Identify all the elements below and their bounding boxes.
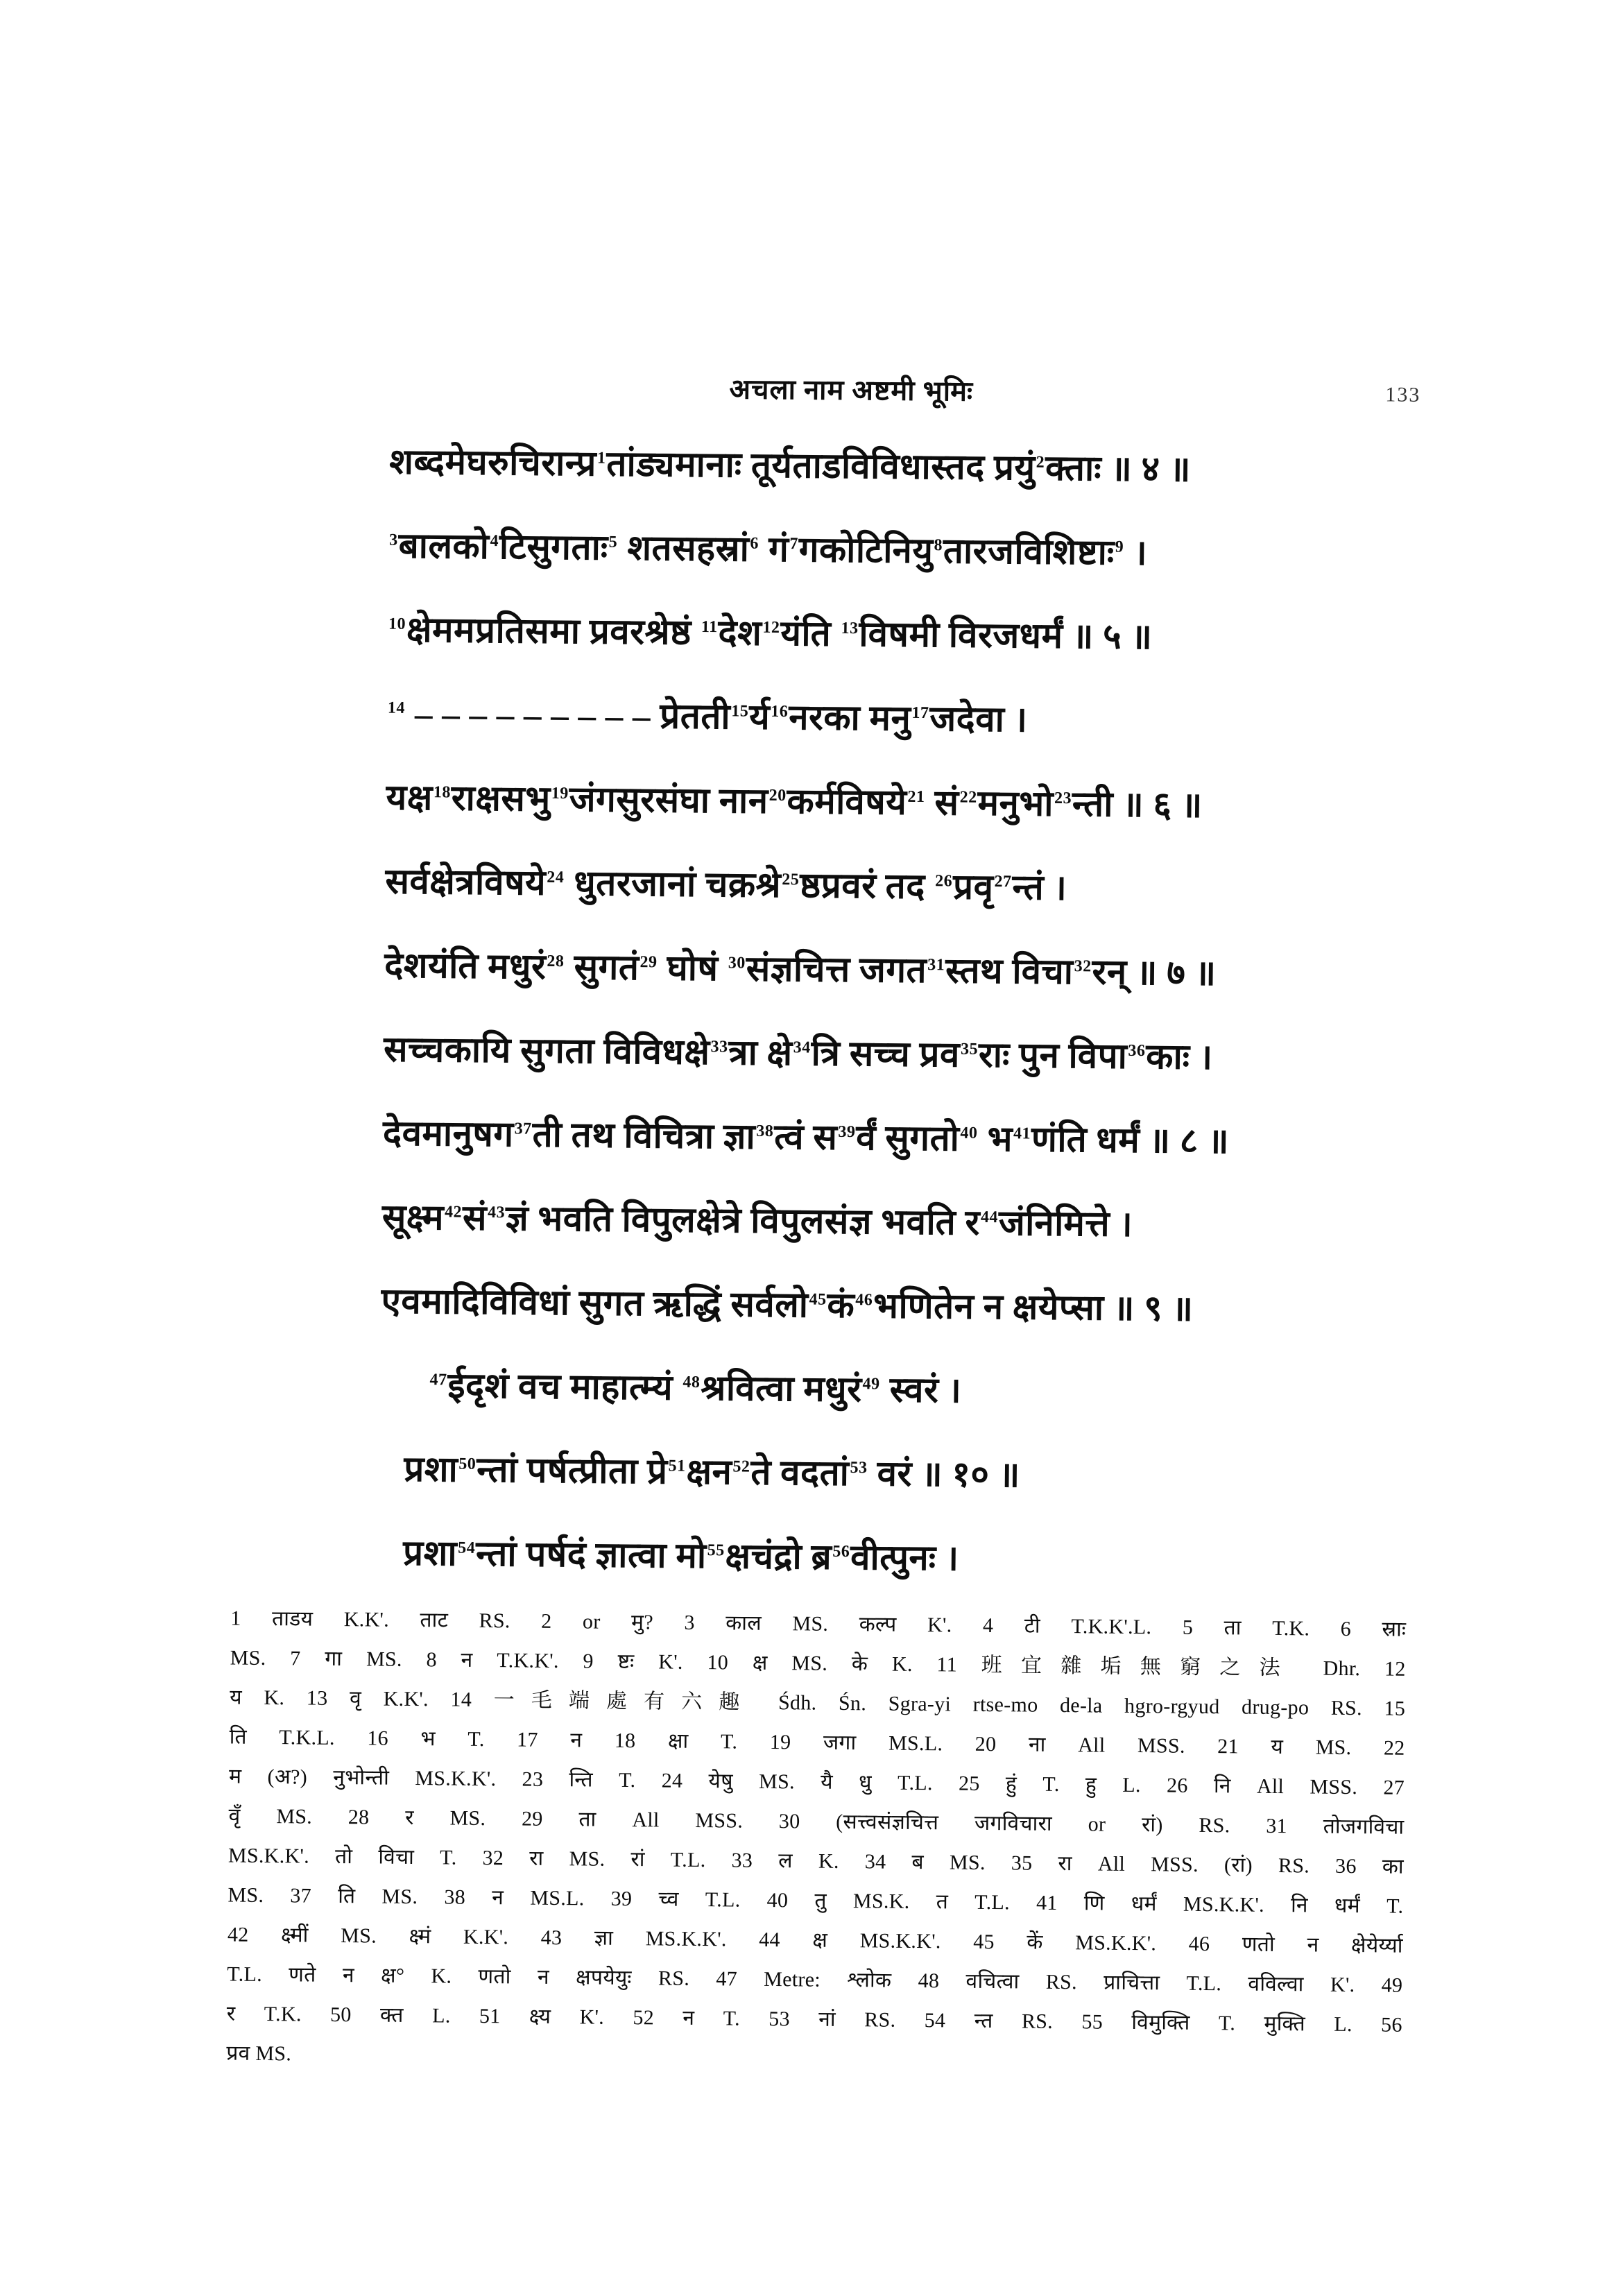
footnote-marker: 26 <box>935 872 953 891</box>
footnote-line: MS. 37 ति MS. 38 न MS.L. 39 च्व T.L. 40 तु MS.K. त T.L. 41 णि धर्मं MS.K.K'. नि धर्मं T. <box>227 1883 1404 1918</box>
footnote-marker: 49 <box>862 1375 880 1394</box>
footnote-marker: 53 <box>850 1459 868 1477</box>
footnote-marker: 29 <box>639 953 658 972</box>
verse-line: शब्दमेघरुचिरान्प्र$^1$तांड्यमानाः तूर्यताडविविधास्तद प्रयुं$^2$क्ताः ॥ ४ ॥ <box>389 443 1192 490</box>
footnote-marker: 5 <box>608 533 618 551</box>
footnote-marker: 1 <box>596 449 606 468</box>
running-head-title: अचला नाम अष्टमी भूमिः <box>729 373 974 407</box>
footnote-marker: 37 <box>514 1120 532 1138</box>
footnote-line: र T.K. 50 क्त L. 51 क्ष्य K'. 52 न T. 53 नां RS. 54 न्त RS. 55 विमुक्ति T. मुक्ति L. 56 <box>226 2002 1402 2037</box>
footnote-marker: 33 <box>710 1038 728 1056</box>
verse-line: सर्वक्षेत्रविषये$^{24}$ धुतरजानां चक्रश्रे$^{25}$ष्ठप्रवरं तद $^{26}$प्रवृ$^{27}$न्तं । <box>385 862 1067 909</box>
footnote-marker: 20 <box>768 786 787 805</box>
verse-line: प्रशा$^{54}$न्तां पर्षदं ज्ञात्वा मो$^{55}$क्षचंद्रो ब्र$^{56}$वीत्पुनः । <box>402 1534 959 1579</box>
footnote-marker: 17 <box>911 703 929 723</box>
footnote-marker: 13 <box>841 619 859 638</box>
footnote-marker: 21 <box>907 787 925 807</box>
footnote-marker: 6 <box>750 534 759 553</box>
verse-block <box>379 421 1361 1605</box>
verse-line: सूक्ष्म$^{42}$सं$^{43}$ज्ञं भवति विपुलक्षेत्रे विपुलसंज्ञ भवति र$^{44}$जंनिमित्ते । <box>381 1198 1133 1244</box>
footnote-marker: 35 <box>960 1040 979 1059</box>
footnote-marker: 7 <box>789 535 799 554</box>
footnote-marker: 39 <box>838 1122 856 1142</box>
footnote-marker: 41 <box>1013 1124 1031 1143</box>
footnote-marker: 34 <box>793 1038 811 1057</box>
verse-line: देशयंति मधुरं$^{28}$ सुगतं$^{29}$ घोषं $^{30}$संज्ञचित्त जगत$^{31}$स्तथ विचा$^{32}$रन् ॥ ७ ॥ <box>384 946 1217 994</box>
footnote-marker: 56 <box>832 1542 850 1561</box>
footnote-marker: 15 <box>731 702 749 721</box>
footnote-marker: 36 <box>1128 1041 1146 1061</box>
footnote-marker: 52 <box>732 1457 750 1476</box>
verse-line: $^{10}$क्षेममप्रतिसमा प्रवरश्रेष्ठं $^{11}$देश$^{12}$यंति $^{13}$विषमी विरजधर्मं ॥ ५ ॥ <box>388 610 1153 658</box>
footnote-marker: 54 <box>458 1539 476 1557</box>
footnote-marker: 8 <box>934 536 943 555</box>
footnote-marker: 16 <box>771 702 789 721</box>
footnote-marker: 48 <box>682 1373 701 1391</box>
verse-line: एवमादिविविधां सुगत ऋद्धिं सर्वलो$^{45}$कं$^{46}$भणितेन न क्षयेप्सा ॥ ९ ॥ <box>381 1282 1194 1329</box>
footnote-marker: 12 <box>762 618 780 637</box>
footnote-line: MS.K.K'. तो विचा T. 32 रा MS. रां T.L. 33 ल K. 34 ब MS. 35 रा All MSS. (रां) RS. 36 का <box>227 1844 1405 1878</box>
footnote-marker: 31 <box>927 956 945 975</box>
footnote-marker: 50 <box>458 1455 476 1473</box>
footnote-line: T.L. णते न क्ष° K. णतो न क्षपयेयुः RS. 47 Metre: श्लोक 48 वचित्वा RS. प्राचित्ता T.L. वविल्वा K'. 49 <box>227 1962 1403 1997</box>
footnote-marker: 22 <box>959 788 977 807</box>
footnote-marker: 18 <box>433 783 452 802</box>
footnote-marker: 43 <box>487 1203 506 1222</box>
footnote-marker: 38 <box>756 1122 774 1140</box>
verse-line: $^3$बालको$^4$टिसुगताः$^5$ शतसहस्रां$^6$ गं$^7$गकोटिनियु$^8$तारजविशिष्टाः$^9$ । <box>389 526 1148 574</box>
footnote-block <box>226 1598 1406 2084</box>
footnote-line: य K. 13 वृ K.K'. 14 一毛端處有六趣 Śdh. Śn. Sgra-yi rtse-mo de-la hgro-rgyud drug-po RS. 15 <box>230 1686 1406 1720</box>
footnote-marker: 27 <box>994 873 1012 891</box>
footnote-marker: 9 <box>1115 538 1124 556</box>
footnote-marker: 40 <box>960 1124 978 1142</box>
verse-line: सच्चकायि सुगता विविधक्षे$^{33}$त्रा क्षे$^{34}$त्रि सच्च प्रव$^{35}$राः पुन विपा$^{36}$काः । <box>383 1030 1213 1078</box>
footnote-marker: 42 <box>444 1203 463 1222</box>
verse-line: $^{14}$ – – – – – – – – – प्रेतती$^{15}$र्य$^{16}$नरका मनु$^{17}$जदेवा । <box>387 694 1028 740</box>
footnote-marker: 44 <box>980 1208 999 1227</box>
footnote-marker: 3 <box>389 531 398 549</box>
footnote-marker: 4 <box>490 532 499 551</box>
verse-line: प्रशा$^{50}$न्तां पर्षत्प्रीता प्रे$^{51}$क्षन$^{52}$ते वदतां$^{53}$ वरं ॥ १० ॥ <box>404 1450 1021 1496</box>
footnote-marker: 45 <box>809 1290 827 1309</box>
page-number: 133 <box>1385 383 1421 406</box>
footnote-line: ति T.K.L. 16 भ T. 17 न 18 क्षा T. 19 जगा MS.L. 20 ना All MSS. 21 य MS. 22 <box>229 1725 1405 1760</box>
footnote-marker: 51 <box>668 1457 686 1475</box>
footnote-line: म (अ?) नुभोन्ती MS.K.K'. 23 न्ति T. 24 येषु MS. यै धु T.L. 25 हुं T. हु L. 26 नि All MSS. 27 <box>228 1765 1405 1799</box>
footnote-marker: 14 <box>387 699 406 717</box>
footnote-marker: 11 <box>701 617 718 637</box>
footnote-marker: 19 <box>551 784 569 803</box>
footnote-marker: 32 <box>1074 957 1092 976</box>
footnote-line: प्रव MS. <box>226 2041 292 2066</box>
footnote-line: 1 ताडय K.K'. ताट RS. 2 or मु? 3 काल MS. कल्प K'. 4 टी T.K.K'.L. 5 ता T.K. 6 स्राः <box>230 1607 1407 1641</box>
footnote-marker: 28 <box>547 952 565 971</box>
footnote-marker: 2 <box>1036 453 1045 472</box>
verse-line: यक्ष$^{18}$राक्षसभु$^{19}$जंगसुरसंघा नान$^{20}$कर्मविषये$^{21}$ सं$^{22}$मनुभो$^{23}$न्ती ॥ ६ ॥ <box>386 778 1203 825</box>
verse-line: देवमानुषग$^{37}$ती तथ विचित्रा ज्ञा$^{38}$त्वं स$^{39}$र्वं सुगतो$^{40}$ भ$^{41}$णंति धर्मं ॥ ८ ॥ <box>382 1114 1230 1162</box>
footnote-marker: 55 <box>707 1541 725 1560</box>
footnote-line: वृँ MS. 28 र MS. 29 ता All MSS. 30 (सत्त्वसंज्ञचित्त जगविचारा or रां) RS. 31 तोजगविचा <box>228 1804 1405 1839</box>
footnote-marker: 10 <box>388 615 406 633</box>
footnote-line: MS. 7 गा MS. 8 न T.K.K'. 9 ष्टः K'. 10 क्ष MS. के K. 11 班宜雜垢無窮之法 Dhr. 12 <box>230 1646 1406 1681</box>
footnote-marker: 47 <box>429 1371 447 1389</box>
footnote-line: 42 क्ष्मीं MS. क्ष्मं K.K'. 43 ज्ञा MS.K.K'. 44 क्ष MS.K.K'. 45 कें MS.K.K'. 46 णतो न क्षेयेर्य्या <box>227 1923 1404 1957</box>
footnote-marker: 23 <box>1054 789 1072 808</box>
verse-line: $^{47}$ईदृशं वच माहात्म्यं $^{48}$श्रवित्वा मधुरं$^{49}$ स्वरं । <box>429 1367 962 1411</box>
footnote-marker: 30 <box>728 954 746 973</box>
footnote-marker: 46 <box>855 1291 873 1310</box>
footnote-marker: 24 <box>547 868 565 887</box>
footnote-marker: 25 <box>782 871 800 889</box>
